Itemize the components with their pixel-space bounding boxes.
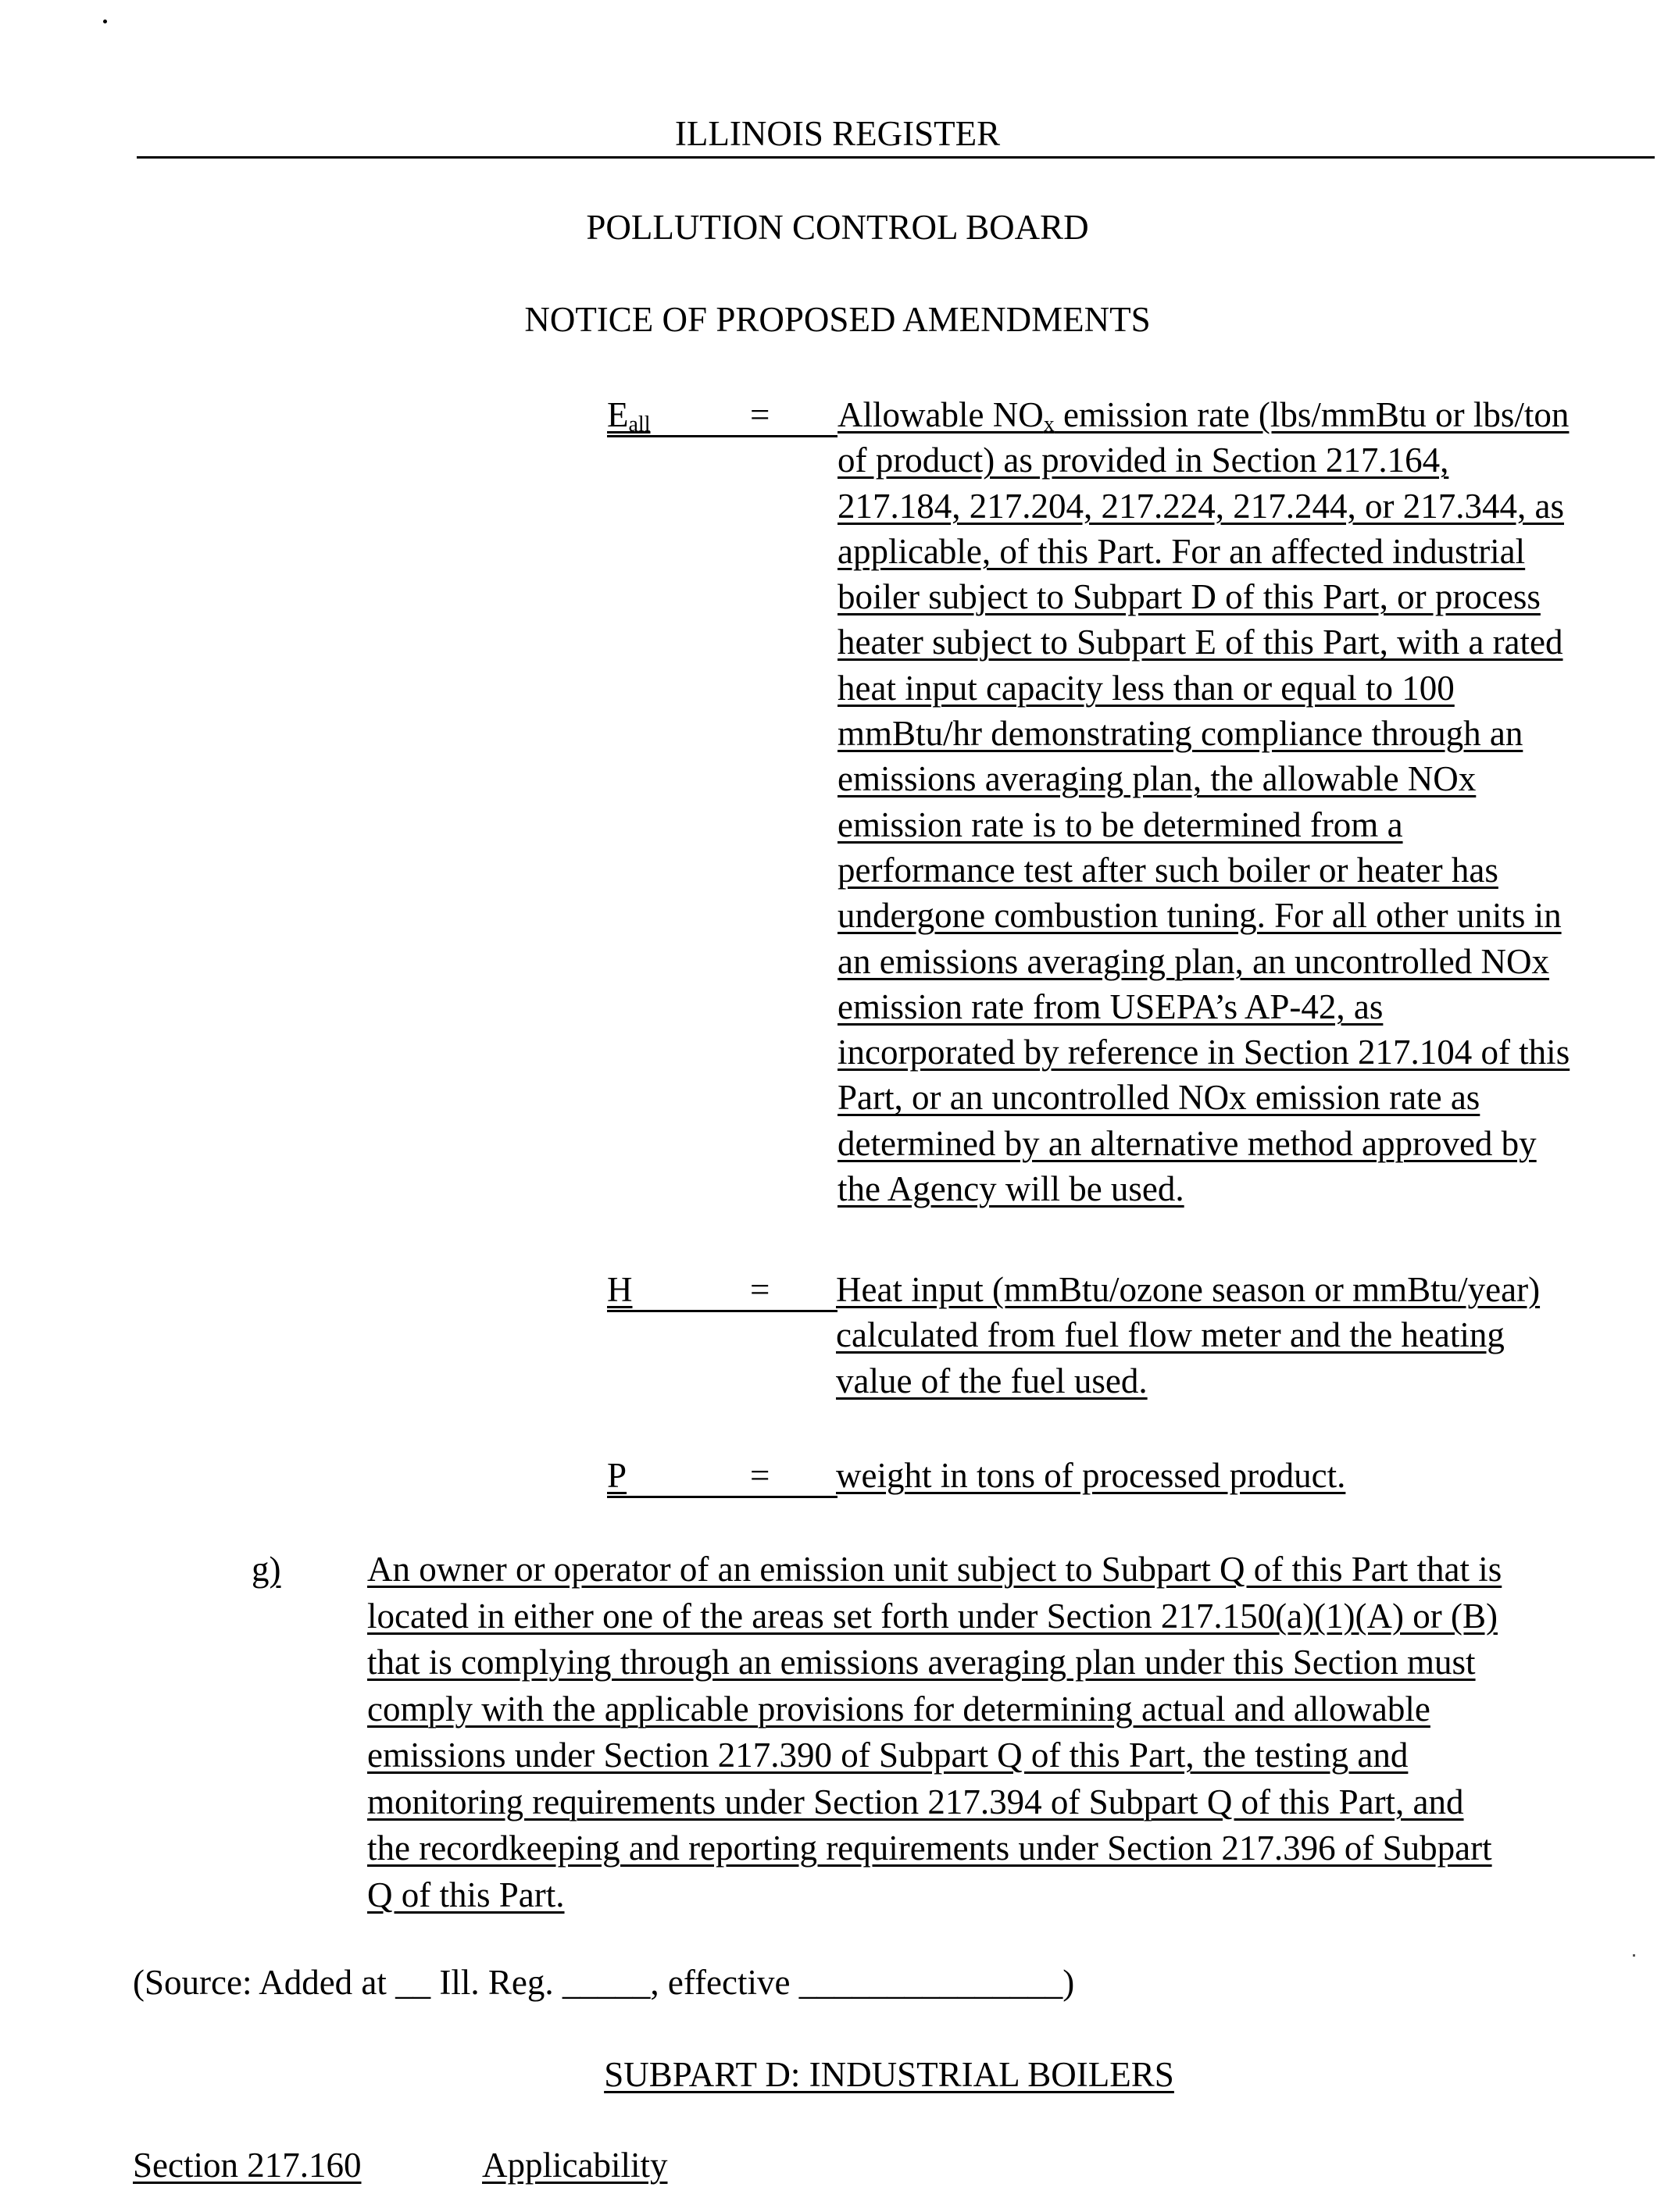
equals-sign: = [750,395,770,434]
source-blank: _____ [562,1963,651,2002]
text-line: Heat input (mmBtu/ozone season or mmBtu/year) [836,1270,1541,1309]
text-line: undergone combustion tuning. For all other units in [838,896,1562,936]
equals-sign: = [750,1456,770,1495]
text-line: calculated from fuel flow meter and the heating [836,1315,1505,1355]
text-line: value of the fuel used. [836,1361,1148,1400]
definition-term-h [607,1267,838,1312]
source-text: Ill. Reg. [430,1963,562,2002]
text-line: emissions averaging plan, the allowable NOx [838,759,1477,799]
definition-p-text [836,1453,1345,1498]
text-line: emissions under Section 217.390 of Subpart Q of this Part, the testing and [367,1736,1409,1775]
text-line: emission rate from USEPA’s AP-42, as [838,986,1384,1026]
text-line: applicable, of this Part. For an affected industrial [838,531,1526,571]
source-blank: _______________ [798,1963,1063,2002]
definition-line: Allowable $NO_x$ emission rate (lbs/mmBtu or lbs/ton [838,395,1570,437]
text-line: mmBtu/hr demonstrating compliance through an [838,714,1523,754]
text-line: determined by an alternative method approved by [838,1123,1537,1163]
source-text: ) [1062,1963,1075,2002]
agency-title: POLLUTION CONTROL BOARD [586,208,1089,247]
text-line: Part, or an uncontrolled NOx emission rate as [838,1078,1480,1118]
source-text: , effective [650,1963,799,2002]
text-line: emission rate is to be determined from a [838,805,1403,844]
source-note [133,1962,1074,2003]
text-line: heat input capacity less than or equal to 100 [838,668,1455,708]
header-rule [137,156,1655,159]
equals-sign: = [750,1270,770,1309]
term-symbol: P [607,1456,627,1495]
term-symbol: $E_{all}$ [607,395,651,437]
source-blank: __ [395,1963,431,2002]
source-text: (Source: Added at [133,1963,396,2002]
text-line: comply with the applicable provisions for determining actual and allowable [367,1689,1430,1729]
text-line: the Agency will be used. [838,1169,1184,1209]
text-line: of product) as provided in Section 217.164, [838,441,1449,480]
subpart-heading [0,2054,1675,2095]
definition-eall-text [838,392,1570,1211]
definition-term-eall [607,392,838,437]
section-title: Applicability [482,2146,668,2185]
text-line: an emissions averaging plan, an uncontrolled NOx [838,941,1550,981]
text-line: heater subject to Subpart E of this Part, with a rated [838,623,1563,662]
scan-speck [1633,1954,1635,1957]
text-line: Q of this Part. [367,1875,565,1914]
register-title: ILLINOIS REGISTER [674,114,1001,153]
notice-title: NOTICE OF PROPOSED AMENDMENTS [524,300,1151,339]
text-line: performance test after such boiler or heater has [838,850,1498,890]
section-number: Section 217.160 [133,2146,362,2185]
text-line: that is complying through an emissions averaging plan under this Section must [367,1643,1476,1682]
text-line: weight in tons of processed product. [836,1456,1346,1495]
text-line: monitoring requirements under Section 217.394 of Subpart Q of this Part, and [367,1782,1464,1821]
scan-speck [103,20,107,23]
subpart-heading-text: SUBPART D: INDUSTRIAL BOILERS [604,2055,1174,2094]
text-line: An owner or operator of an emission unit subject to Subpart Q of this Part that is [367,1550,1502,1589]
text-line: the recordkeeping and reporting requirements under Section 217.396 of Subpart [367,1828,1492,1868]
definition-term-p [607,1453,838,1498]
text-line: located in either one of the areas set forth under Section 217.150(a)(1)(A) or (B) [367,1596,1498,1636]
term-symbol: H [607,1270,633,1309]
text-line: incorporated by reference in Section 217.104 of this [838,1033,1570,1072]
text-line: 217.184, 217.204, 217.224, 217.244, or 217.344, as [838,486,1564,526]
subsection-g-text [367,1547,1502,1918]
definition-h-text [836,1267,1540,1404]
subsection-label: g) [252,1550,281,1589]
text-line: boiler subject to Subpart D of this Part, or process [838,577,1541,617]
